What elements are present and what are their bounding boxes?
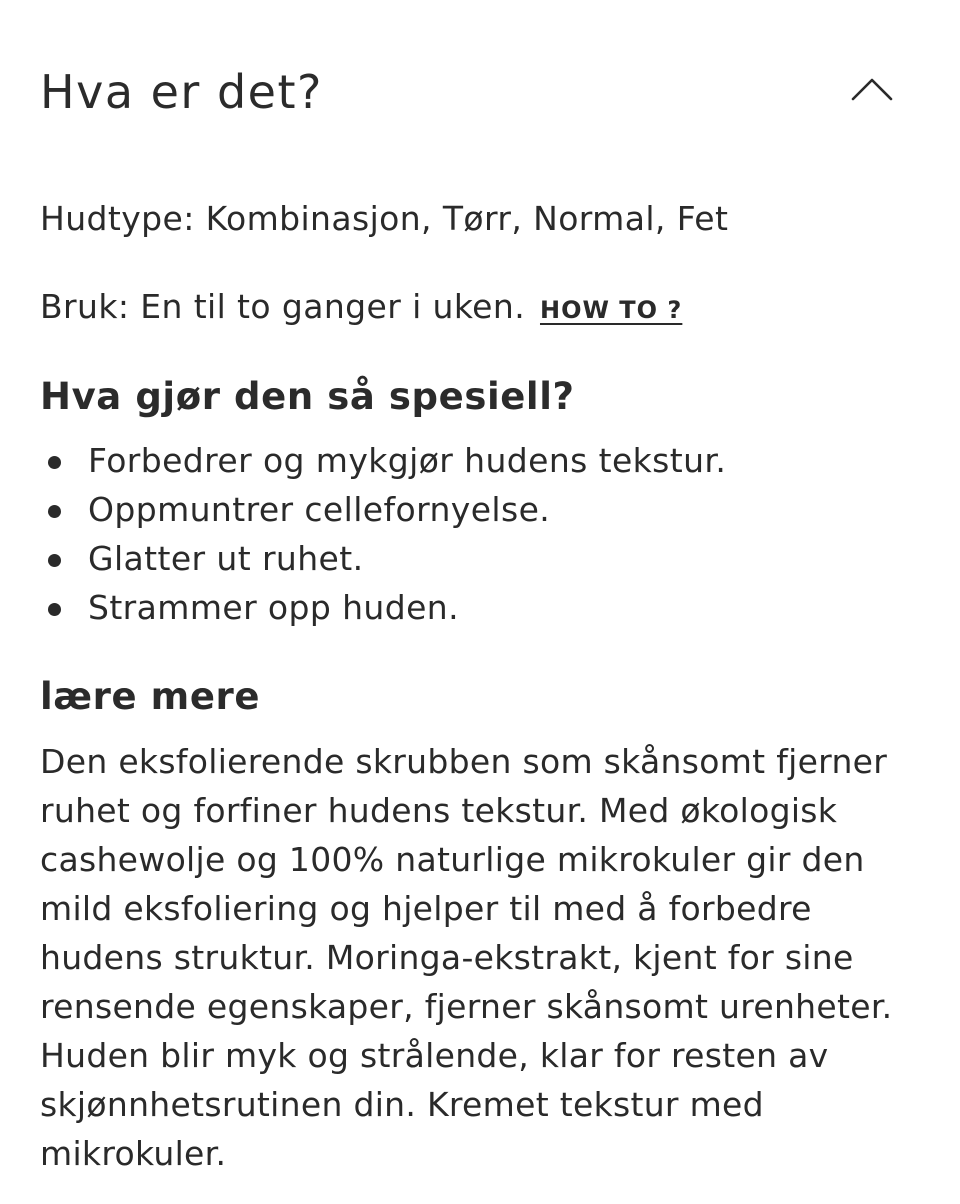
list-item-text: Strammer opp huden. bbox=[88, 588, 459, 627]
learn-more-heading: lære mere bbox=[40, 675, 261, 718]
accordion-header[interactable] bbox=[40, 56, 930, 132]
bullet-icon bbox=[48, 554, 61, 567]
product-description: Den eksfolierende skrubben som skånsomt fjerner ruhet og forfiner hudens tekstur. Med økologisk cashewolje og 100% naturlige mikrokuler gir den mild eksfoliering og hjelper til med å forbedre hudens struktur. Moringa-ekstrakt, kjent for sine rensende egenskaper, fjerner skånsomt urenheter. Huden blir myk og strålende, klar for resten av skjønnhetsrutinen din. Kremet tekstur med mikrokuler. bbox=[40, 742, 893, 1173]
benefits-list bbox=[40, 438, 726, 634]
list-item bbox=[40, 585, 726, 634]
list-item bbox=[40, 438, 726, 487]
usage-text: Bruk: En til to ganger i uken. bbox=[40, 287, 526, 326]
bullet-icon bbox=[48, 456, 61, 469]
usage-line bbox=[40, 285, 682, 332]
special-heading: Hva gjør den så spesiell? bbox=[40, 375, 575, 418]
skin-type-text: Hudtype: Kombinasjon, Tørr, Normal, Fet bbox=[40, 199, 729, 238]
bullet-icon bbox=[48, 505, 61, 518]
list-item-text: Oppmuntrer cellefornyelse. bbox=[88, 490, 551, 529]
list-item bbox=[40, 487, 726, 536]
list-item-text: Glatter ut ruhet. bbox=[88, 539, 364, 578]
list-item-text: Forbedrer og mykgjør hudens tekstur. bbox=[88, 441, 727, 480]
accordion-title: Hva er det? bbox=[40, 65, 323, 119]
bullet-icon bbox=[48, 603, 61, 616]
chevron-up-icon[interactable] bbox=[848, 72, 896, 104]
how-to-link[interactable]: HOW TO ? bbox=[539, 296, 683, 324]
list-item bbox=[40, 536, 726, 585]
